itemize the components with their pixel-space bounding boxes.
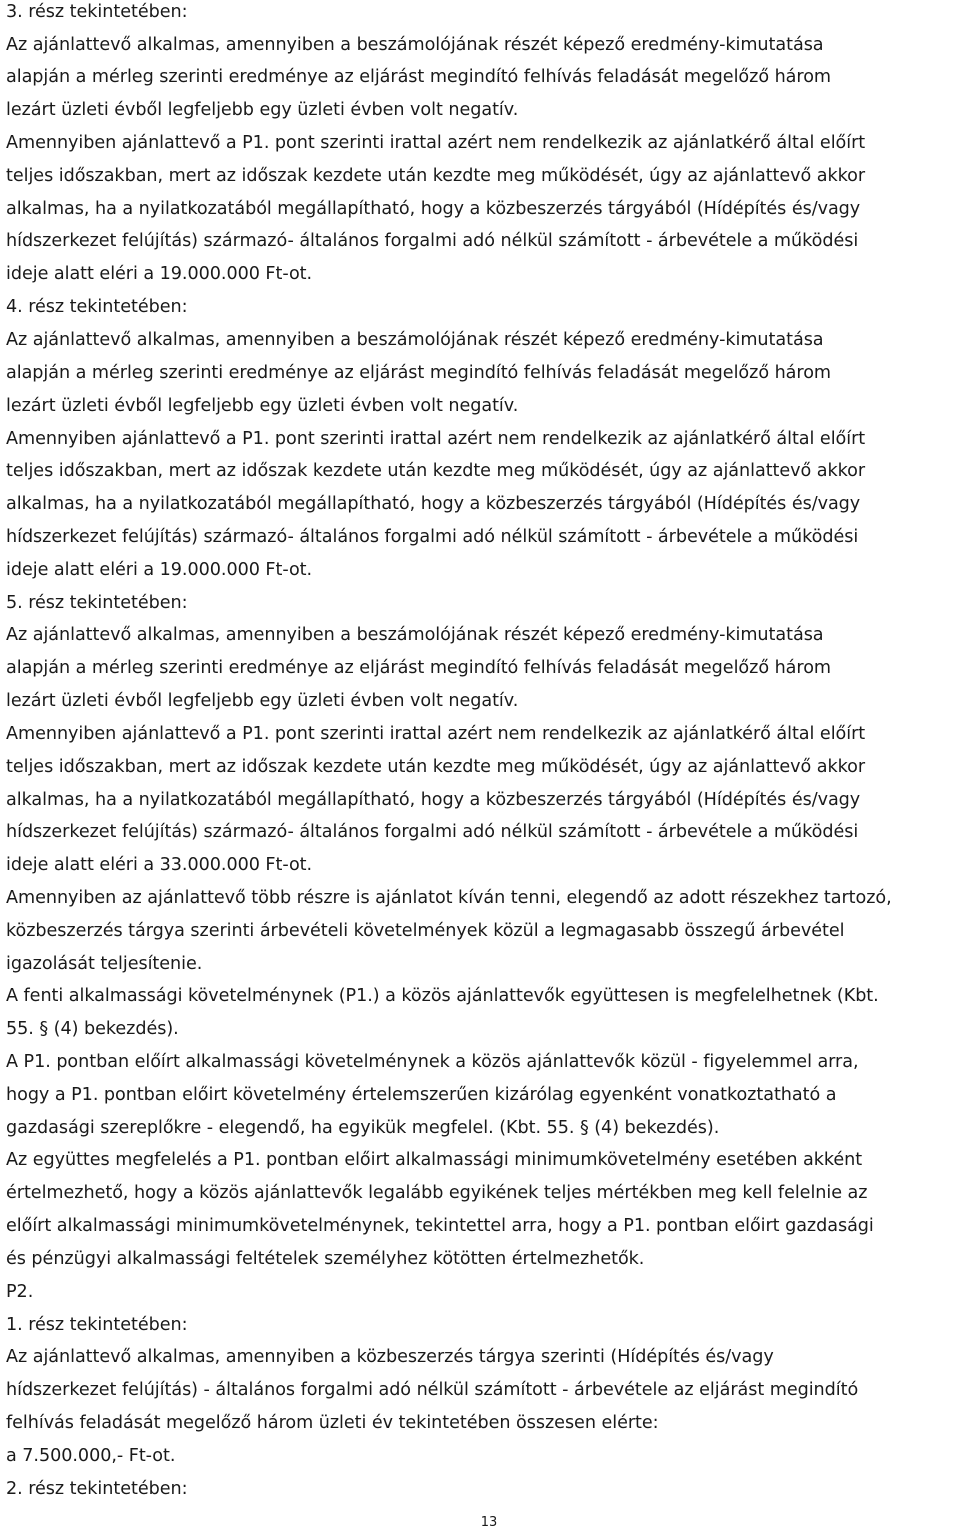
text-line: Az ajánlattevő alkalmas, amennyiben a beszámolójának részét képező eredmény-kimutatása: [6, 330, 824, 350]
text-line: Amennyiben az ajánlattevő több részre is ajánlatot kíván tenni, elegendő az adott részekhez tartozó,: [6, 888, 892, 908]
text-line: Amennyiben ajánlattevő a P1. pont szerinti irattal azért nem rendelkezik az ajánlatkérő által előírt: [6, 724, 866, 744]
text-line: ideje alatt eléri a 19.000.000 Ft-ot.: [6, 560, 313, 580]
text-line: közbeszerzés tárgya szerinti árbevételi követelmények közül a legmagasabb összegű árbevétel: [6, 921, 845, 941]
text-line: igazolását teljesítenie.: [6, 954, 203, 974]
text-line: alapján a mérleg szerinti eredménye az eljárást megindító felhívás feladását megelőző három: [6, 658, 832, 678]
text-line: ideje alatt eléri a 33.000.000 Ft-ot.: [6, 855, 313, 875]
text-line: a 7.500.000,- Ft-ot.: [6, 1446, 176, 1466]
text-line: hídszerkezet felújítás) származó- általános forgalmi adó nélkül számított - árbevétele a működési: [6, 231, 859, 251]
p2-heading: P2.: [6, 1282, 34, 1302]
text-line: Amennyiben ajánlattevő a P1. pont szerinti irattal azért nem rendelkezik az ajánlatkérő által előírt: [6, 429, 866, 449]
text-line: hídszerkezet felújítás) - általános forgalmi adó nélkül számított - árbevétele az eljárást megindító: [6, 1380, 859, 1400]
text-line: alkalmas, ha a nyilatkozatából megállapítható, hogy a közbeszerzés tárgyából (Hídépítés és/vagy: [6, 790, 861, 810]
text-line: teljes időszakban, mert az időszak kezdete után kezdte meg működését, úgy az ajánlattevő akkor: [6, 166, 866, 186]
text-line: lezárt üzleti évből legfeljebb egy üzleti évben volt negatív.: [6, 396, 519, 416]
text-line: alapján a mérleg szerinti eredménye az eljárást megindító felhívás feladását megelőző három: [6, 363, 832, 383]
text-line: hogy a P1. pontban előirt követelmény értelemszerűen kizárólag egyenként vonatkoztatható a: [6, 1085, 837, 1105]
text-line: 55. § (4) bekezdés).: [6, 1019, 179, 1039]
text-line: és pénzügyi alkalmassági feltételek személyhez kötötten értelmezhetők.: [6, 1249, 645, 1269]
text-line: alapján a mérleg szerinti eredménye az eljárást megindító felhívás feladását megelőző három: [6, 67, 832, 87]
section-1-heading: 1. rész tekintetében:: [6, 1315, 188, 1335]
text-line: A P1. pontban előírt alkalmassági követelménynek a közös ajánlattevők közül - figyelemmel arra,: [6, 1052, 859, 1072]
text-line: alkalmas, ha a nyilatkozatából megállapítható, hogy a közbeszerzés tárgyából (Hídépítés és/vagy: [6, 199, 861, 219]
text-line: Az együttes megfelelés a P1. pontban előirt alkalmassági minimumkövetelmény esetében akként: [6, 1150, 863, 1170]
text-line: ideje alatt eléri a 19.000.000 Ft-ot.: [6, 264, 313, 284]
text-line: teljes időszakban, mert az időszak kezdete után kezdte meg működését, úgy az ajánlattevő akkor: [6, 461, 866, 481]
text-line: előírt alkalmassági minimumkövetelménynek, tekintettel arra, hogy a P1. pontban előirt gazdasági: [6, 1216, 874, 1236]
text-line: teljes időszakban, mert az időszak kezdete után kezdte meg működését, úgy az ajánlattevő akkor: [6, 757, 866, 777]
text-line: Az ajánlattevő alkalmas, amennyiben a közbeszerzés tárgya szerinti (Hídépítés és/vagy: [6, 1347, 774, 1367]
text-line: lezárt üzleti évből legfeljebb egy üzleti évben volt negatív.: [6, 100, 519, 120]
text-line: hídszerkezet felújítás) származó- általános forgalmi adó nélkül számított - árbevétele a működési: [6, 527, 859, 547]
text-line: gazdasági szereplőkre - elegendő, ha egyikük megfelel. (Kbt. 55. § (4) bekezdés).: [6, 1118, 720, 1138]
section-4-heading: 4. rész tekintetében:: [6, 297, 188, 317]
text-line: A fenti alkalmassági követelménynek (P1.) a közös ajánlattevők együttesen is megfelelhetnek (Kbt.: [6, 986, 879, 1006]
page-number: 13: [480, 1515, 498, 1530]
text-line: Amennyiben ajánlattevő a P1. pont szerinti irattal azért nem rendelkezik az ajánlatkérő által előírt: [6, 133, 866, 153]
text-line: alkalmas, ha a nyilatkozatából megállapítható, hogy a közbeszerzés tárgyából (Hídépítés és/vagy: [6, 494, 861, 514]
section-5-heading: 5. rész tekintetében:: [6, 593, 188, 613]
text-line: hídszerkezet felújítás) származó- általános forgalmi adó nélkül számított - árbevétele a működési: [6, 822, 859, 842]
section-3-heading: 3. rész tekintetében:: [6, 2, 188, 22]
text-line: Az ajánlattevő alkalmas, amennyiben a beszámolójának részét képező eredmény-kimutatása: [6, 625, 824, 645]
text-line: értelmezhető, hogy a közös ajánlattevők legalább egyikének teljes mértékben meg kell felelnie az: [6, 1183, 868, 1203]
text-line: lezárt üzleti évből legfeljebb egy üzleti évben volt negatív.: [6, 691, 519, 711]
section-2-heading: 2. rész tekintetében:: [6, 1479, 188, 1499]
text-line: felhívás feladását megelőző három üzleti év tekintetében összesen elérte:: [6, 1413, 659, 1433]
text-line: Az ajánlattevő alkalmas, amennyiben a beszámolójának részét képező eredmény-kimutatása: [6, 35, 824, 55]
